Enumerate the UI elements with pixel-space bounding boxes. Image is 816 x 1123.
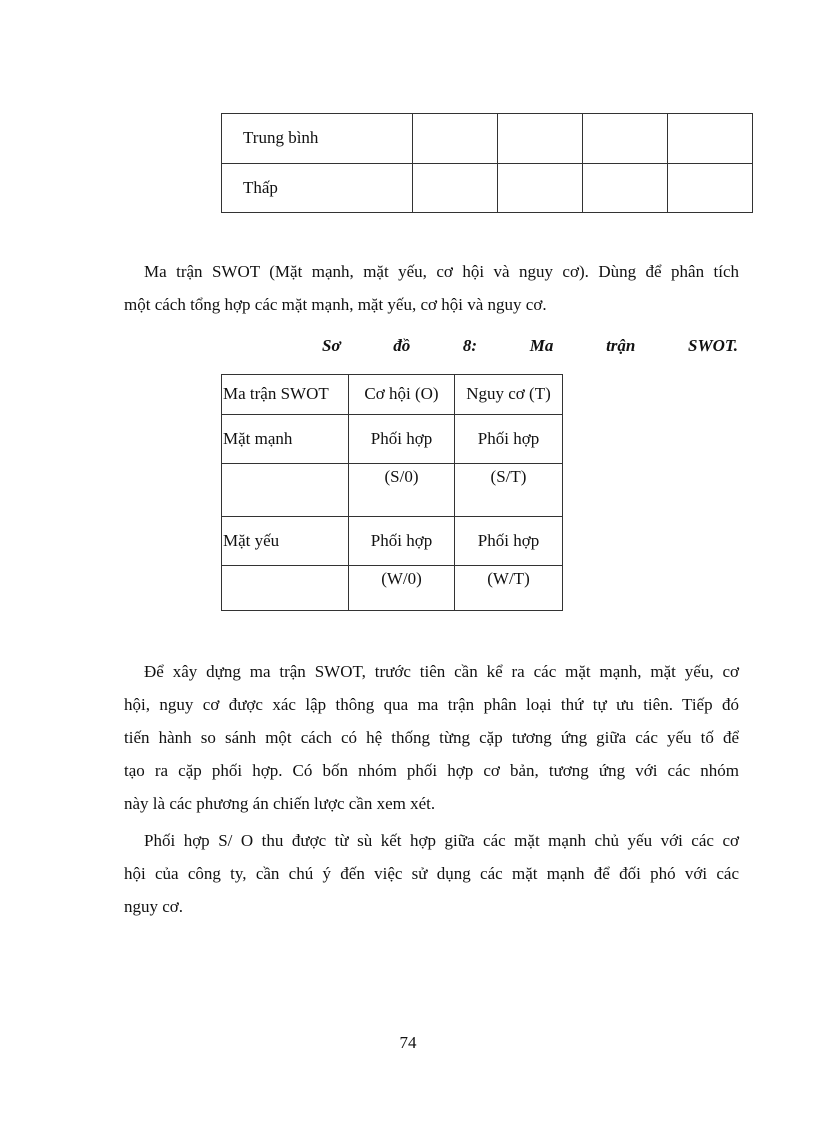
caption-word: Sơ: [322, 336, 341, 355]
header-cell-threats: Nguy cơ (T): [455, 375, 563, 415]
code-cell-st: (S/T): [455, 464, 563, 517]
caption-word: đồ: [393, 336, 411, 355]
table-cell: [222, 566, 349, 611]
table-cell: [498, 114, 583, 164]
header-cell-matrix: Ma trận SWOT: [222, 375, 349, 415]
table-row: [222, 114, 753, 164]
table-cell: [222, 464, 349, 517]
text-line: này là các phương án chiến lược cần xem xét.: [124, 794, 436, 813]
criteria-table: [221, 113, 753, 213]
table-cell: [583, 163, 668, 213]
table-row: [222, 375, 563, 415]
caption-word: trận: [606, 336, 636, 355]
table-row: [222, 163, 753, 213]
combine-cell-st: Phối hợp: [455, 414, 563, 464]
text-line: Ma trận SWOT (Mặt mạnh, mặt yếu, cơ hội và nguy cơ). Dùng để phân tích: [144, 262, 739, 281]
caption-word: Ma: [529, 336, 554, 355]
text-line: hội của công ty, cần chú ý đến việc sử dụng các mặt mạnh để đối phó với các: [124, 864, 739, 883]
header-cell-opportunities: Cơ hội (O): [349, 375, 455, 415]
table-row: [222, 414, 563, 464]
text-line: Phối hợp S/ O thu được từ sù kết hợp giữa các mặt mạnh chủ yếu với các cơ: [144, 831, 739, 850]
text-line: hội, nguy cơ được xác lập thông qua ma trận phân loại thứ tự ưu tiên. Tiếp đó: [124, 695, 739, 714]
caption-word: 8:: [462, 336, 478, 355]
row-label-medium: Trung bình: [222, 114, 413, 164]
row-label-strengths: Mặt mạnh: [222, 414, 349, 464]
code-cell-wo: (W/0): [349, 566, 455, 611]
combine-cell-so: Phối hợp: [349, 414, 455, 464]
swot-matrix-table: [221, 374, 563, 611]
table-row: [222, 516, 563, 566]
text-line: tạo ra cặp phối hợp. Có bốn nhóm phối hợp cơ bản, tương ứng với các nhóm: [124, 761, 739, 780]
table-cell: [668, 114, 753, 164]
table-cell: [498, 163, 583, 213]
page-number: 74: [399, 1033, 417, 1052]
text-line: nguy cơ.: [124, 897, 184, 916]
table-row: [222, 566, 563, 611]
table-row: [222, 464, 563, 517]
table-cell: [668, 163, 753, 213]
combine-cell-wt: Phối hợp: [455, 516, 563, 566]
code-cell-so: (S/0): [349, 464, 455, 517]
code-cell-wt: (W/T): [455, 566, 563, 611]
table-cell: [413, 163, 498, 213]
table-cell: [413, 114, 498, 164]
figure-caption: [322, 336, 738, 358]
text-line: tiến hành so sánh một cách có hệ thống từng cặp tương ứng giữa các yếu tố để: [124, 728, 739, 747]
caption-word: SWOT.: [688, 336, 738, 355]
row-label-weaknesses: Mặt yếu: [222, 516, 349, 566]
table-cell: [583, 114, 668, 164]
row-label-low: Thấp: [222, 163, 413, 213]
text-line: một cách tổng hợp các mặt mạnh, mặt yếu, cơ hội và nguy cơ.: [124, 295, 547, 314]
combine-cell-wo: Phối hợp: [349, 516, 455, 566]
text-line: Để xây dựng ma trận SWOT, trước tiên cần kể ra các mặt mạnh, mặt yếu, cơ: [144, 662, 739, 681]
